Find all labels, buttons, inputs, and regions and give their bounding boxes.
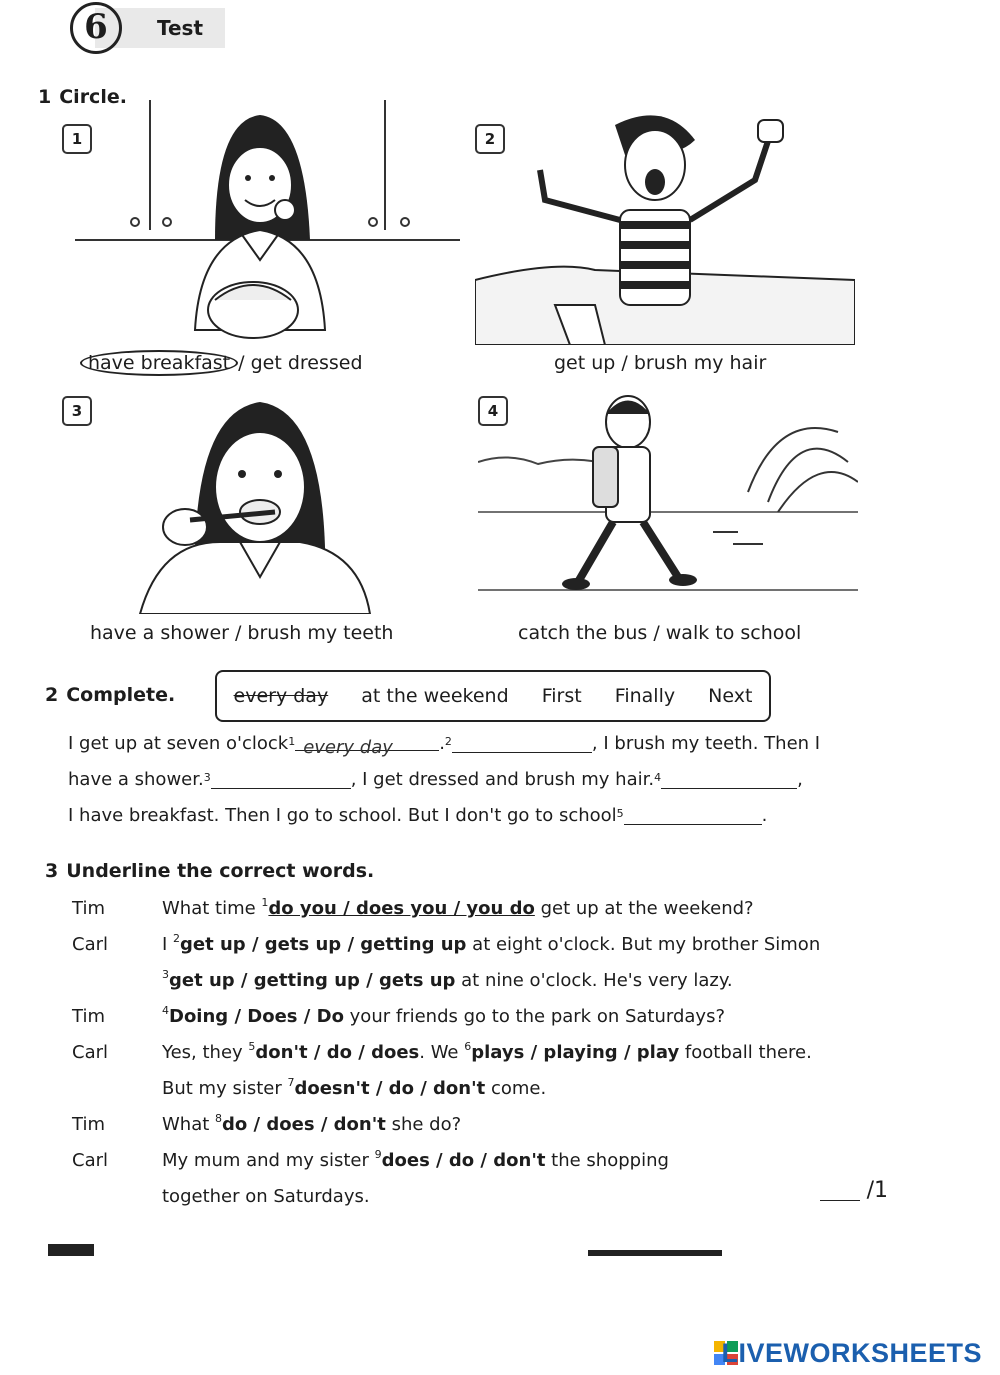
picture-number-3: 3: [62, 396, 92, 426]
gap-number: 5: [248, 1040, 256, 1053]
section3-title: [45, 860, 374, 882]
section3-instruction: Underline the correct words.: [66, 860, 375, 882]
text-segment: come.: [485, 1078, 547, 1099]
gap-4-field[interactable]: [661, 768, 797, 789]
dialogue-line: [72, 1078, 546, 1099]
dialogue-line: [72, 970, 733, 991]
unit-number-badge: 6: [70, 2, 122, 54]
caption-picture-2[interactable]: get up / brush my hair: [554, 352, 767, 374]
word-bank-item: Finally: [614, 685, 676, 707]
gap-number: 8: [215, 1112, 223, 1125]
speaker-name: Tim: [72, 1114, 105, 1135]
text-segment: .: [761, 805, 768, 826]
score-field[interactable]: [820, 1180, 860, 1201]
dialogue-line: [72, 1006, 725, 1027]
text-segment: ,: [797, 769, 803, 790]
text-segment: she do?: [385, 1114, 462, 1135]
text-segment: the shopping: [545, 1150, 669, 1171]
complete-line-3: [68, 798, 767, 834]
word-bank: [215, 670, 771, 722]
text-segment: football there.: [679, 1042, 812, 1063]
section1-instruction: Circle.: [59, 86, 127, 108]
gap-number: 3: [162, 968, 169, 981]
gap-number: 3: [203, 771, 211, 784]
speaker-name: Tim: [72, 898, 105, 919]
choice-group-5[interactable]: don't / do / does: [255, 1042, 420, 1063]
gap-number: 5: [616, 807, 624, 820]
gap-number: 9: [374, 1148, 382, 1161]
gap-number: 7: [287, 1076, 295, 1089]
footer-page-tab: [48, 1244, 94, 1256]
picture-number-2: 2: [475, 124, 505, 154]
section1-number: 1: [38, 86, 52, 108]
gap-2-field[interactable]: [452, 732, 592, 753]
dialogue-line: [72, 934, 820, 955]
section3-number: 3: [45, 860, 59, 882]
choice-group-8[interactable]: do / does / don't: [222, 1114, 386, 1135]
gap-number: 2: [173, 932, 181, 945]
gap-number: 1: [261, 896, 269, 909]
gap-number: 1: [288, 735, 296, 748]
choice-group-3[interactable]: get up / getting up / gets up: [169, 970, 456, 991]
choice-group-9[interactable]: does / do / don't: [381, 1150, 546, 1171]
choice-group-6[interactable]: plays / playing / play: [471, 1042, 680, 1063]
speaker-name: Carl: [72, 1042, 108, 1063]
speaker-name: Tim: [72, 1006, 105, 1027]
speaker-name: Carl: [72, 1150, 108, 1171]
text-segment: get up at the weekend?: [534, 898, 754, 919]
picture-girl-eating-breakfast: [75, 100, 460, 345]
gap-number: 4: [162, 1004, 169, 1017]
picture-girl-brushing-teeth: [100, 392, 440, 614]
footer-rule: [588, 1250, 722, 1256]
text-segment: What: [162, 1114, 216, 1135]
section2-instruction: Complete.: [66, 684, 176, 706]
caption-picture-4[interactable]: catch the bus / walk to school: [518, 622, 802, 644]
picture-number-1: 1: [62, 124, 92, 154]
text-segment: your friends go to the park on Saturdays?: [343, 1006, 726, 1027]
speaker-name: Carl: [72, 934, 108, 955]
text-segment: I: [162, 934, 174, 955]
gap-number: 2: [444, 735, 452, 748]
picture-boy-walking-to-school: [478, 392, 858, 614]
gap-5-field[interactable]: [624, 804, 762, 825]
text-segment: Yes, they: [162, 1042, 249, 1063]
complete-line-1: [68, 726, 820, 762]
caption-picture-1: [80, 352, 363, 374]
text-segment: at nine o'clock. He's very lazy.: [455, 970, 733, 991]
text-segment: .: [439, 733, 445, 754]
caption-separator: /: [238, 352, 245, 374]
picture-number-4: 4: [478, 396, 508, 426]
text-segment: I have breakfast. Then I go to school. But I don't go to school: [68, 805, 617, 826]
gap-number: 6: [464, 1040, 472, 1053]
score-total: /1: [866, 1178, 888, 1203]
text-segment: have a shower.: [68, 769, 204, 790]
dialogue-line: [72, 1186, 370, 1207]
text-segment: , I brush my teeth. Then I: [591, 733, 821, 754]
section2-number: 2: [45, 684, 59, 706]
text-segment: together on Saturdays.: [162, 1186, 370, 1207]
choice-group-7[interactable]: doesn't / do / don't: [294, 1078, 486, 1099]
text-segment: My mum and my sister: [162, 1150, 375, 1171]
text-segment: But my sister: [162, 1078, 288, 1099]
liveworksheets-brand[interactable]: LIVEWORKSHEETS: [721, 1338, 982, 1368]
gap-3-field[interactable]: [211, 768, 351, 789]
dialogue-line: [72, 1150, 669, 1171]
score-box: [820, 1178, 888, 1203]
word-bank-item: First: [541, 685, 582, 707]
circled-answer[interactable]: have breakfast: [80, 350, 238, 376]
word-bank-item-used: every day: [233, 685, 329, 707]
caption-option-b[interactable]: get dressed: [250, 352, 363, 374]
text-segment: , I get dressed and brush my hair.: [350, 769, 655, 790]
picture-boy-getting-up: [475, 100, 855, 345]
dialogue-line: [72, 1042, 812, 1063]
text-segment: I get up at seven o'clock: [68, 733, 289, 754]
text-segment: What time: [162, 898, 262, 919]
section2-title: [45, 684, 175, 706]
word-bank-item: Next: [708, 685, 753, 707]
dialogue-line: [72, 1114, 461, 1135]
choice-group-2[interactable]: get up / gets up / getting up: [180, 934, 467, 955]
unit-title: Test: [157, 16, 204, 40]
complete-line-2: [68, 762, 803, 798]
text-segment: at eight o'clock. But my brother Simon: [466, 934, 821, 955]
gap-number: 4: [654, 771, 662, 784]
dialogue-line: [72, 898, 754, 919]
gap-1-answer[interactable]: every day: [295, 730, 439, 751]
text-segment: . We: [419, 1042, 465, 1063]
word-bank-item: at the weekend: [361, 685, 509, 707]
choice-group-1[interactable]: do you / does you / you do: [268, 898, 535, 919]
choice-group-4[interactable]: Doing / Does / Do: [169, 1006, 344, 1027]
caption-picture-3[interactable]: have a shower / brush my teeth: [90, 622, 394, 644]
